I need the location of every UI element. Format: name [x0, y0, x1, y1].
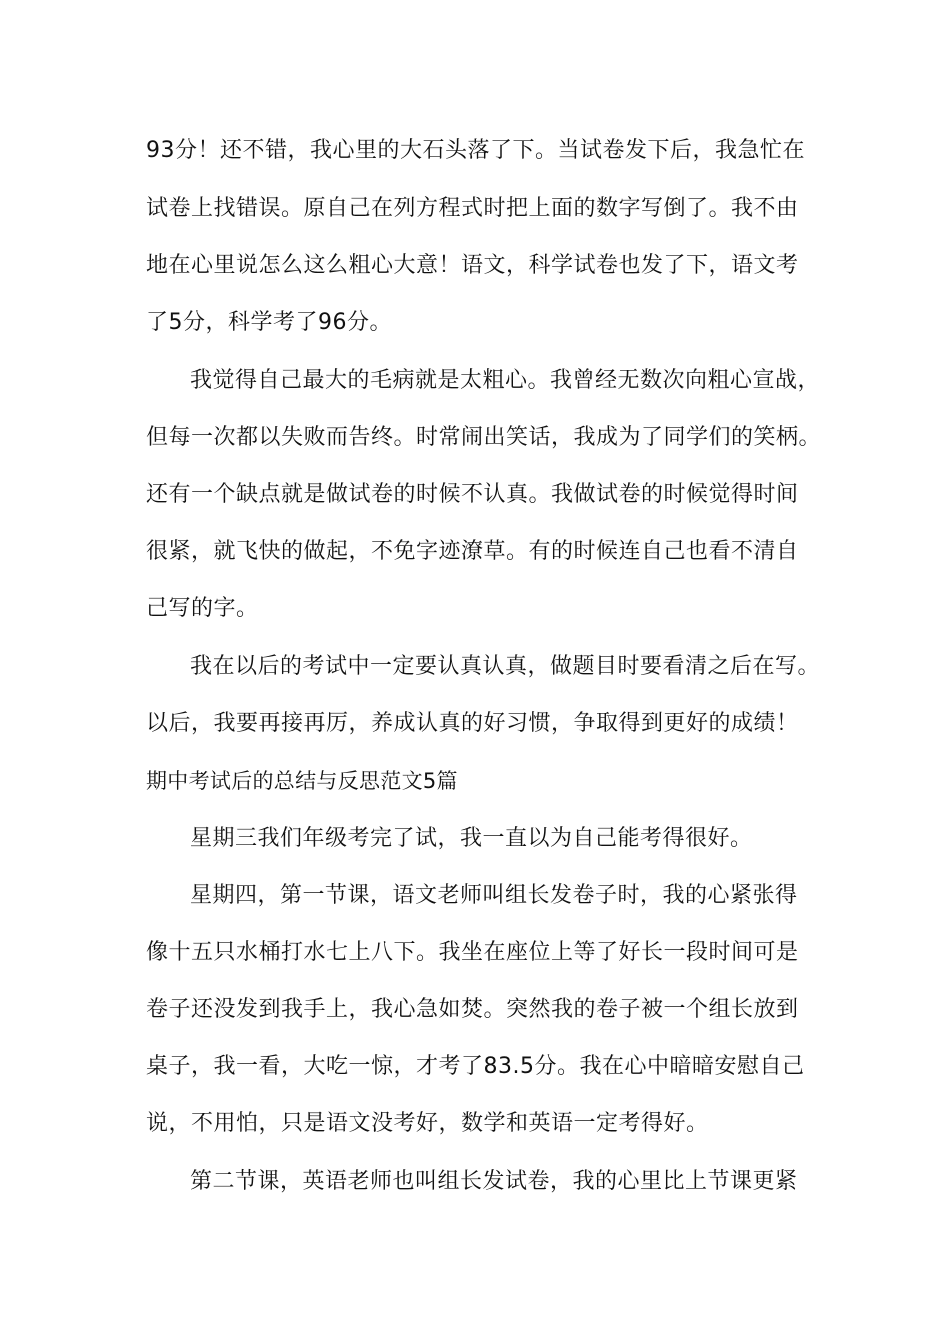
text-line: 卷子还没发到我手上，我心急如焚。突然我的卷子被一个组长放到 [146, 997, 799, 1022]
text-line: 说，不用怕，只是语文没考好，数学和英语一定考得好。 [146, 1111, 709, 1136]
text-line: 地在心里说怎么这么粗心大意！语文，科学试卷也发了下，语文考 [146, 253, 799, 278]
paragraph-start-line: 我觉得自己最大的毛病就是太粗心。我曾经无数次向粗心宣战， [190, 368, 821, 393]
text-line: 以后，我要再接再厉，养成认真的好习惯，争取得到更好的成绩！ [146, 711, 799, 736]
text-line: 93分！还不错，我心里的大石头落了下。当试卷发下后，我急忙在 [146, 138, 805, 163]
paragraph-start-line: 我在以后的考试中一定要认真认真，做题目时要看清之后在写。 [190, 654, 821, 679]
text-line: 很紧，就飞快的做起，不免字迹潦草。有的时候连自己也看不清自 [146, 539, 799, 564]
text-line: 还有一个缺点就是做试卷的时候不认真。我做试卷的时候觉得时间 [146, 482, 799, 507]
paragraph-start-line: 星期四，第一节课，语文老师叫组长发卷子时，我的心紧张得 [190, 883, 798, 908]
section-heading: 期中考试后的总结与反思范文5篇 [146, 769, 458, 793]
text-line: 了5分，科学考了96分。 [146, 310, 392, 335]
text-line: 但每一次都以失败而告终。时常闹出笑话，我成为了同学们的笑柄。 [146, 425, 822, 450]
paragraph-start-line: 星期三我们年级考完了试，我一直以为自己能考得很好。 [190, 826, 753, 851]
paragraph-start-line: 第二节课，英语老师也叫组长发试卷，我的心里比上节课更紧 [190, 1169, 798, 1194]
text-line: 桌子，我一看，大吃一惊，才考了83.5分。我在心中暗暗安慰自己 [146, 1054, 805, 1079]
text-line: 试卷上找错误。原自己在列方程式时把上面的数字写倒了。我不由 [146, 196, 799, 221]
text-line: 己写的字。 [146, 596, 259, 621]
text-line: 像十五只水桶打水七上八下。我坐在座位上等了好长一段时间可是 [146, 940, 799, 965]
